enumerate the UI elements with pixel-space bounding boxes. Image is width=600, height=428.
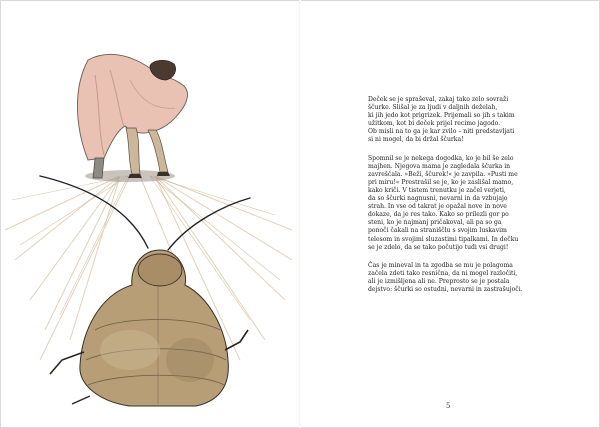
- text-line: si ni mogel, da bi držal ščurka!: [368, 136, 464, 144]
- text-line: dokaze, da je res tako. Kako so prilezli gor po: [368, 211, 509, 219]
- text-line: zavreščala. »Beži, ščurek!« je zavpila. »Pusti me: [368, 170, 518, 178]
- text-line: steni, ko je najmanj pričakoval, ali pa so ga: [368, 219, 502, 227]
- text-line: kako kriči. V tistem trenutku je začel verjeti,: [368, 186, 506, 194]
- text-line: telesom in svojimi sluzastimi tipalkami. In dečku: [368, 235, 519, 243]
- text-page: [300, 0, 600, 428]
- text-line: pri miru!« Prestrašil se je, ko je zaslišal mamo,: [368, 178, 514, 186]
- text-line: ščurke. Slišal je za ljudi v daljnih deželah,: [368, 104, 498, 112]
- cockroach-body: [50, 250, 248, 406]
- text-line: strah. In vse od takrat je opažal nove in nove: [368, 203, 507, 211]
- text-line: Čas je mineval in ta zgodba se mu je polagoma: [368, 261, 513, 269]
- text-line: ponoči čakali na straniščlu s svojim luskavim: [368, 227, 507, 235]
- text-line: Deček se je spraševal, zakaj tako zelo sovraži: [368, 96, 509, 103]
- text-line: ali je izmišljena ali ne. Preprosto se je postala: [368, 277, 510, 285]
- paragraph: [368, 96, 546, 145]
- text-line: ki jih jedo kot prigrizek. Prijemali so jih s takim: [368, 112, 515, 120]
- text-line: Spomnil se je nekega dogodka, ko je bil še zelo: [368, 154, 514, 162]
- text-line: Ob misli na to ga je kar zvilo – niti predstavljati: [368, 128, 515, 136]
- text-line: se je zdelo, da se tako počutijo tudi vsi drugi!: [368, 243, 509, 251]
- paragraph: [368, 262, 546, 294]
- story-text: [368, 96, 546, 304]
- text-line: dejstvo: ščurki so ostudni, nevarni in zastrašujoči.: [368, 285, 523, 293]
- text-line: užitkom, kot bi deček prijel recimo jagodo.: [368, 120, 501, 128]
- paragraph: [368, 155, 546, 252]
- text-line: da so ščurki nagnusni, nevarni in da vzbujajo: [368, 195, 508, 203]
- text-line: majhen. Njegova mama je zagledala ščurka in: [368, 162, 511, 170]
- text-line: začela zdeti tako resnična, da ni mogel razločiti,: [368, 269, 518, 277]
- cloaked-figure: [77, 54, 187, 178]
- page-number: 5: [446, 402, 451, 410]
